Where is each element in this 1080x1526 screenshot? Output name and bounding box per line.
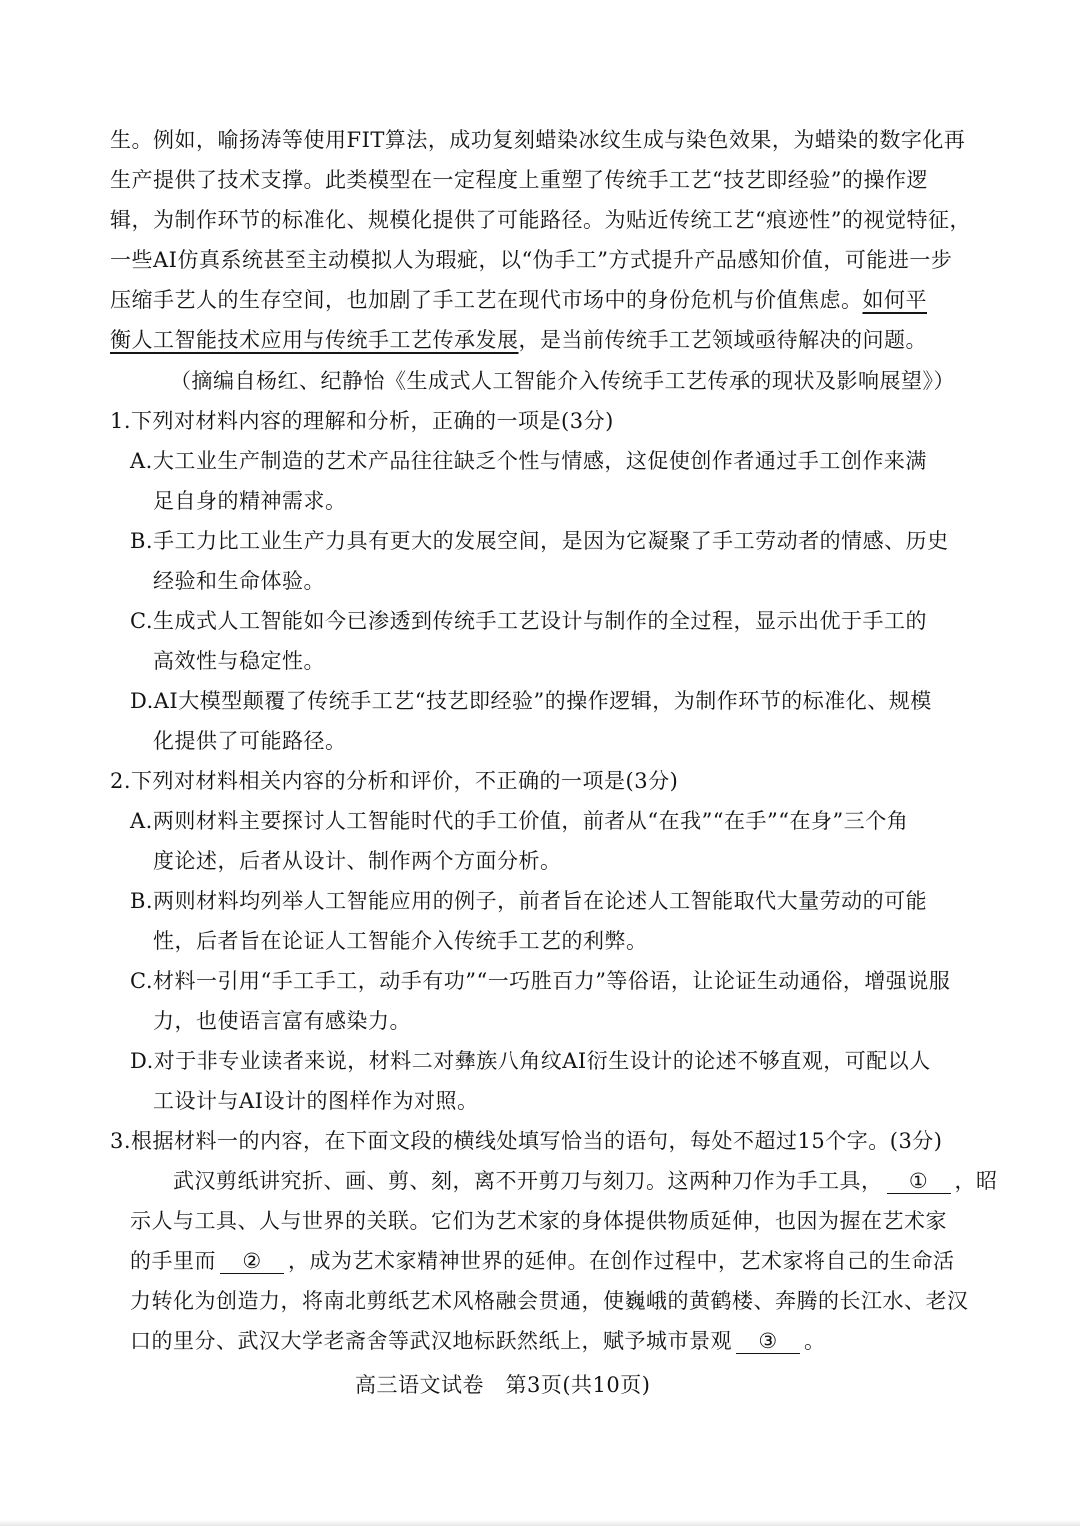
question-1-stem: 1.下列对材料内容的理解和分析，正确的一项是(3分): [110, 409, 614, 433]
source-citation: （摘编自杨红、纪静怡《生成式人工智能介入传统手工艺传承的现状及影响展望》）: [170, 369, 955, 393]
q3-text: 武汉剪纸讲究折、画、剪、刻，离不开剪刀与刻刀。这两种刀作为手工具，: [173, 1169, 883, 1193]
q3-text: 。: [804, 1329, 826, 1353]
q2-option-c-cont: 力，也使语言富有感染力。: [153, 1009, 411, 1033]
q2-option-d-cont: 工设计与AI设计的图样作为对照。: [153, 1089, 479, 1113]
passage-text: 压缩手艺人的生存空间，也加剧了手工艺在现代市场中的身份危机与价值焦虑。: [110, 288, 863, 312]
q2-option-c: C.材料一引用“手工手工，动手有功”“一巧胜百力”等俗语，让论证生动通俗，增强说服: [130, 969, 951, 993]
q2-option-d: D.对于非专业读者来说，材料二对彝族八角纹AI衍生设计的论述不够直观，可配以人: [130, 1049, 931, 1073]
q3-text: ，成为艺术家精神世界的延伸。在创作过程中，艺术家将自己的生命活: [288, 1249, 955, 1273]
passage-text: ，是当前传统手工艺领域亟待解决的问题。: [518, 328, 927, 352]
passage-line: 辑，为制作环节的标准化、规模化提供了可能路径。为贴近传统工艺“痕迹性”的视觉特征，: [110, 208, 971, 232]
answer-blank-3[interactable]: ③: [736, 1329, 800, 1354]
passage-line: [110, 325, 927, 355]
question-2-stem: 2.下列对材料相关内容的分析和评价，不正确的一项是(3分): [110, 769, 679, 793]
q1-option-b: B.手工力比工业生产力具有更大的发展空间，是因为它凝聚了手工劳动者的情感、历史: [130, 529, 949, 553]
passage-line: 一些AI仿真系统甚至主动模拟人为瑕疵，以“伪手工”方式提升产品感知价值，可能进一步: [110, 248, 953, 272]
q2-option-b-cont: 性，后者旨在论证人工智能介入传统手工艺的利弊。: [153, 929, 648, 953]
q3-text: 口的里分、武汉大学老斋舍等武汉地标跃然纸上，赋予城市景观: [130, 1329, 732, 1353]
underlined-sentence: 衡人工智能技术应用与传统手工艺传承发展: [110, 328, 519, 352]
q3-paragraph-line: [173, 1166, 998, 1196]
q3-paragraph-line: 示人与工具、人与世界的关联。它们为艺术家的身体提供物质延伸，也因为握在艺术家: [130, 1209, 947, 1233]
q3-paragraph-line: [130, 1326, 826, 1356]
q2-option-a: A.两则材料主要探讨人工智能时代的手工价值，前者从“在我”“在手”“在身”三个角: [130, 809, 909, 833]
q3-text: ，昭: [954, 1169, 998, 1193]
q2-option-b: B.两则材料均列举人工智能应用的例子，前者旨在论述人工智能取代大量劳动的可能: [130, 889, 928, 913]
question-3-stem: 3.根据材料一的内容，在下面文段的横线处填写恰当的语句，每处不超过15个字。(3分): [110, 1129, 943, 1153]
q2-option-a-cont: 度论述，后者从设计、制作两个方面分析。: [153, 849, 562, 873]
q1-option-d-cont: 化提供了可能路径。: [153, 729, 347, 753]
underlined-sentence: 如何平: [862, 288, 927, 312]
q1-option-a-cont: 足自身的精神需求。: [153, 489, 347, 513]
passage-line: 生。例如，喻扬涛等使用FIT算法，成功复刻蜡染冰纹生成与染色效果，为蜡染的数字化再: [110, 128, 966, 152]
q3-paragraph-line: 力转化为创造力，将南北剪纸艺术风格融会贯通，使巍峨的黄鹤楼、奔腾的长江水、老汉: [130, 1289, 969, 1313]
q1-option-b-cont: 经验和生命体验。: [153, 569, 325, 593]
answer-blank-1[interactable]: ①: [887, 1169, 951, 1194]
answer-blank-2[interactable]: ②: [220, 1249, 284, 1274]
passage-line: [110, 285, 927, 315]
q3-paragraph-line: [130, 1246, 955, 1276]
q1-option-c: C.生成式人工智能如今已渗透到传统手工艺设计与制作的全过程，显示出优于手工的: [130, 609, 927, 633]
q1-option-c-cont: 高效性与稳定性。: [153, 649, 325, 673]
page-footer: 高三语文试卷 第3页(共10页): [355, 1373, 651, 1397]
q1-option-a: A.大工业生产制造的艺术产品往往缺乏个性与情感，这促使创作者通过手工创作来满: [130, 449, 927, 473]
q3-text: 的手里而: [130, 1249, 216, 1273]
passage-line: 生产提供了技术支撑。此类模型在一定程度上重塑了传统手工艺“技艺即经验”的操作逻: [110, 168, 928, 192]
q1-option-d: D.AI大模型颠覆了传统手工艺“技艺即经验”的操作逻辑，为制作环节的标准化、规模: [130, 689, 932, 713]
scan-shadow: [0, 1520, 1080, 1526]
